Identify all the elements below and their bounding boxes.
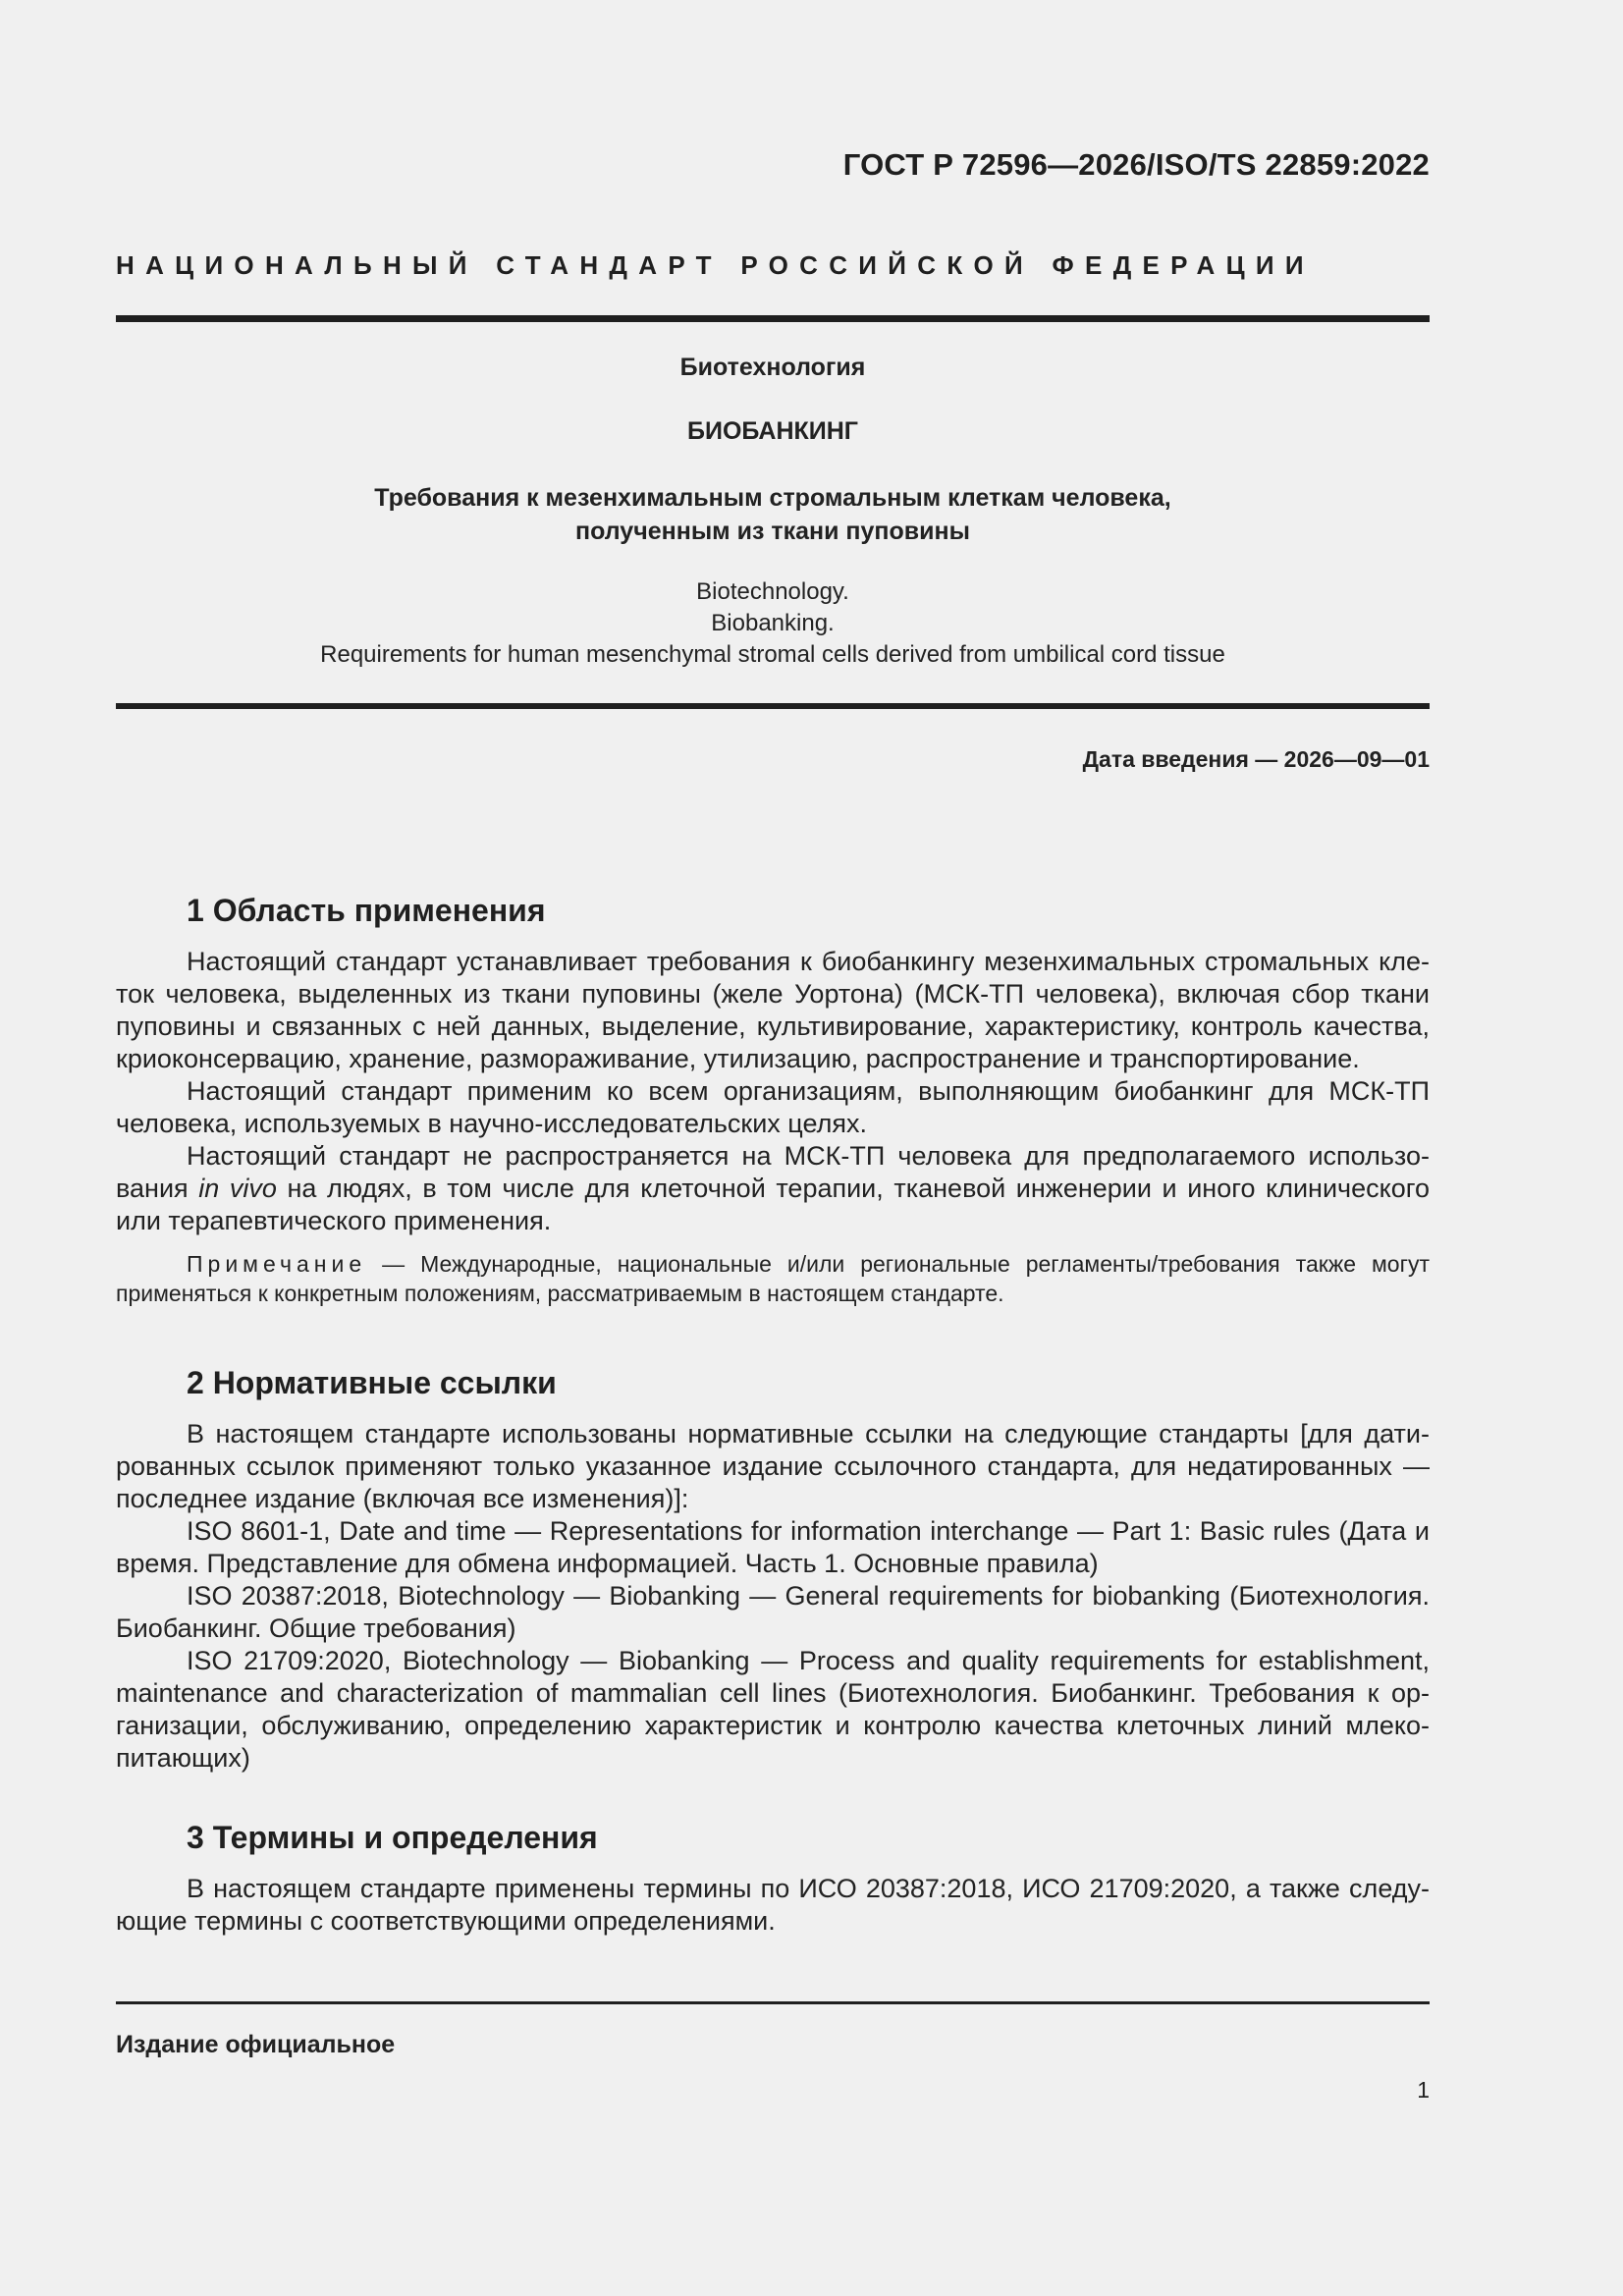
note-label: Примечание <box>187 1251 367 1277</box>
section-1-heading: 1 Область применения <box>187 893 546 928</box>
requirements-title <box>116 481 1430 548</box>
reference-iso-8601-1: ISO 8601-1, Date and time — Representations for information interchange — Part 1: Basic rules (Дата и время. Представление для обмена информацией. Часть 1. Основные правила) <box>116 1516 1430 1578</box>
english-title-line-2: Biobanking. <box>711 610 835 636</box>
requirements-title-line-1: Требования к мезенхимальным стромальным клеткам человека, <box>374 484 1171 512</box>
document-number: ГОСТ Р 72596—2026/ISO/TS 22859:2022 <box>842 147 1430 182</box>
section-1-paragraph-3-end: на людях, в том числе для клеточной терапии, тканевой инженерии и иного клинического или терапевтического применения. <box>116 1174 1431 1235</box>
section-1-paragraph-2: Настоящий стандарт применим ко всем организациям, выполняющим биобанкинг для МСК-ТП человека, используемых в научно-исследовательских целях. <box>116 1076 1430 1138</box>
document-page <box>116 0 1430 2296</box>
section-3-heading: 3 Термины и определения <box>187 1820 598 1855</box>
section-2-heading: 2 Нормативные ссылки <box>187 1365 557 1400</box>
section-1-paragraph-1: Настоящий стандарт устанавливает требования к биобанкингу мезенхимальных стромальных клеток человека, выделенных из ткани пуповины (желе Уортона) (МСК-ТП человека), включая сбор ткани пуповины и связанных с ней данных, выделение, культивирование, характеристику, контроль качества, криоконсервацию, хранение, размораживание, утилизацию, распространение и транспортирование. <box>116 947 1430 1073</box>
page-number: 1 <box>1417 2077 1430 2103</box>
footer-divider <box>116 2001 1430 2004</box>
section-1-paragraph-3-start: Настоящий стандарт не распространяется на МСК-ТП человека для предполагаемого использования <box>116 1141 1430 1203</box>
english-title-line-1: Biotechnology. <box>696 578 849 605</box>
official-edition-label: Издание официальное <box>116 2031 396 2058</box>
title-bottom-divider <box>116 703 1430 709</box>
introduction-date: Дата введения — 2026—09—01 <box>1082 746 1430 772</box>
topic-title: Биотехнология <box>679 354 866 381</box>
english-title-line-3: Requirements for human mesenchymal stromal cells derived from umbilical cord tissue <box>320 641 1225 668</box>
reference-iso-21709: ISO 21709:2020, Biotechnology — Biobanking — Process and quality requirements for establishment, maintenance and characterization of mammalian cell lines (Биотехнология. Биобанкинг. Требования к организации, обслуживанию, определению характеристик и контролю качества клеточных линий млекопитающих) <box>116 1646 1430 1773</box>
top-divider <box>116 315 1430 322</box>
reference-iso-20387: ISO 20387:2018, Biotechnology — Biobanking — General requirements for biobanking (Биотехнология. Биобанкинг. Общие требования) <box>116 1581 1430 1643</box>
english-title <box>116 576 1430 671</box>
section-1-note <box>116 1249 1430 1308</box>
national-standard-title: НАЦИОНАЛЬНЫЙ СТАНДАРТ РОССИЙСКОЙ ФЕДЕРАЦИИ <box>116 250 1315 280</box>
in-vivo-term: in vivo <box>198 1174 277 1203</box>
section-2-paragraph-1: В настоящем стандарте использованы нормативные ссылки на следующие стандарты [для датированных ссылок применяют только указанное издание ссылочного стандарта, для недатированных — последнее издание (включая все изменения)]: <box>116 1419 1430 1513</box>
section-1-paragraph-3 <box>116 1140 1430 1237</box>
section-3-paragraph-1: В настоящем стандарте применены термины по ИСО 20387:2018, ИСО 21709:2020, а также следующие термины с соответствующими определениями. <box>116 1874 1430 1936</box>
requirements-title-line-2: полученным из ткани пуповины <box>575 518 970 545</box>
note-text: — Международные, национальные и/или региональные регламенты/требования также могут применяться к конкретным положениям, рассматриваемым в настоящем стандарте. <box>116 1251 1430 1306</box>
document-body <box>116 889 1430 1938</box>
subtopic-title: БИОБАНКИНГ <box>687 417 858 445</box>
